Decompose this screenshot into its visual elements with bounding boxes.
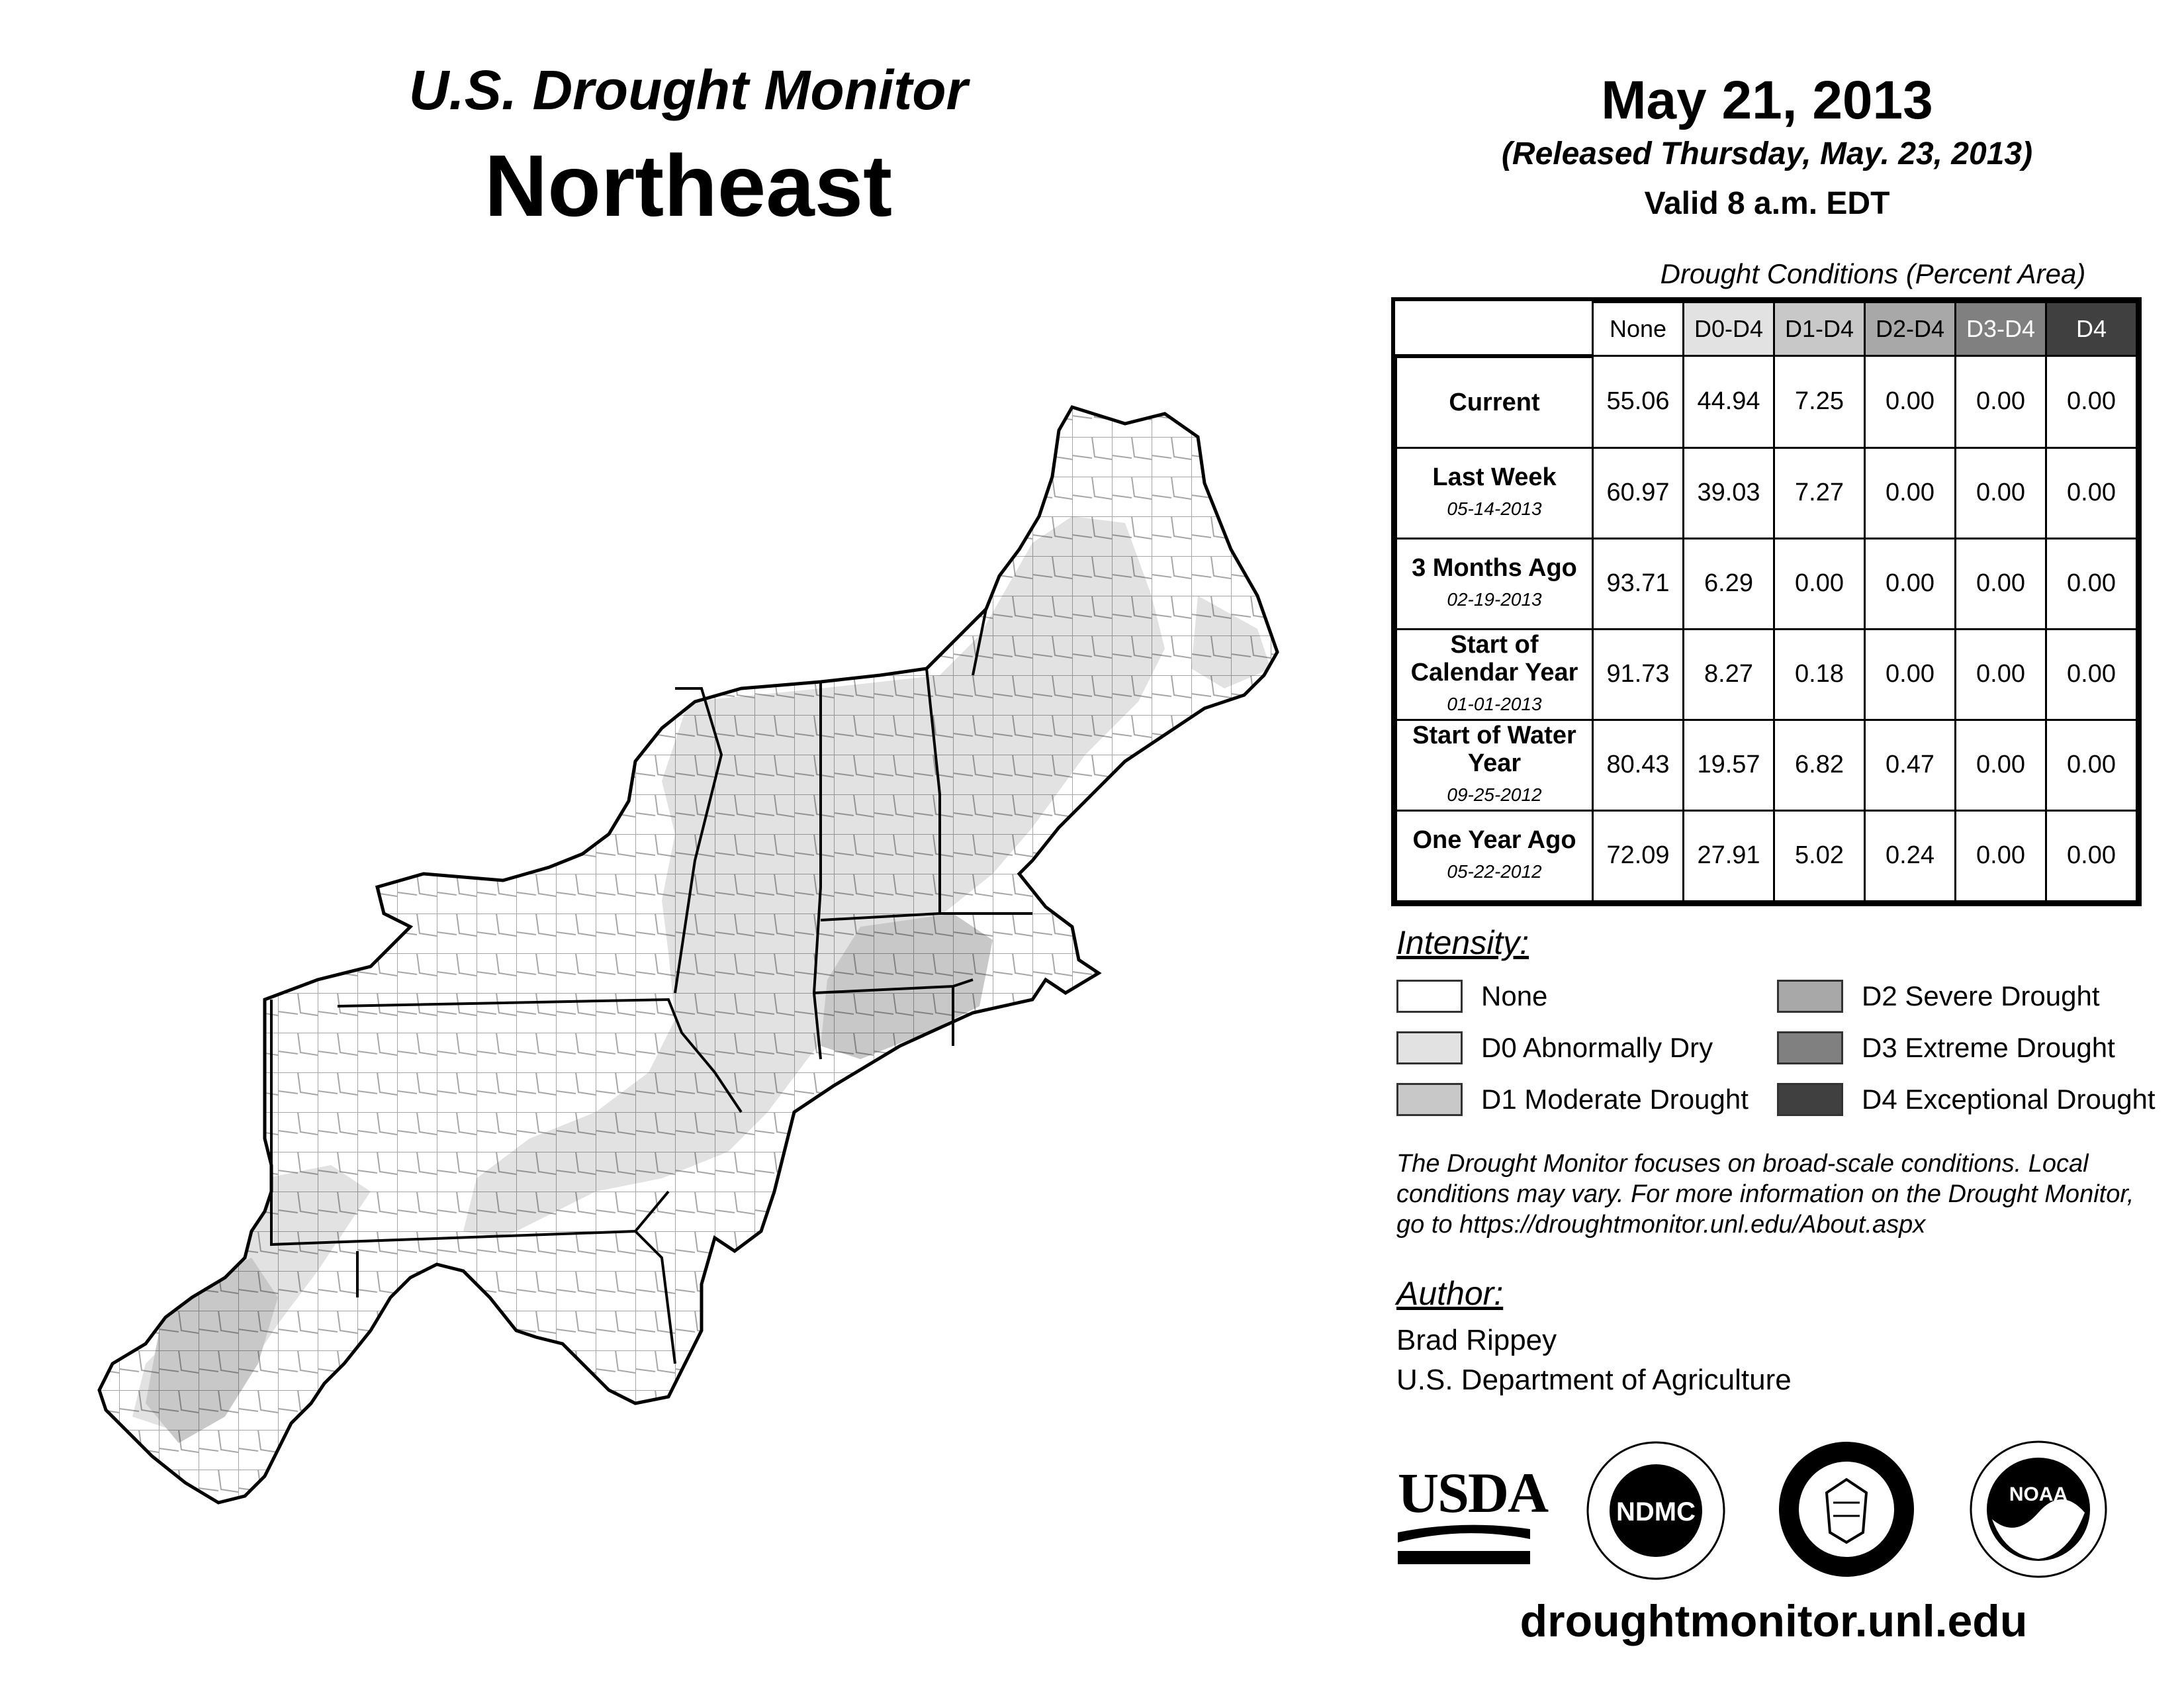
- legend-label: None: [1481, 980, 1548, 1011]
- table-cell: 0.47: [1865, 720, 1956, 810]
- drought-conditions-table: [1395, 301, 2138, 902]
- region-title: Northeast: [484, 137, 893, 234]
- table-cell: 0.00: [1956, 629, 2046, 720]
- table-cell: 0.18: [1774, 629, 1865, 720]
- legend-label: D2 Severe Drought: [1862, 980, 2100, 1011]
- table-cell: 0.00: [1956, 447, 2046, 538]
- legend-label: D4 Exceptional Drought: [1862, 1084, 2156, 1115]
- legend-swatch: [1777, 1031, 1843, 1064]
- noaa-logo: [1969, 1440, 2108, 1579]
- table-cell: 0.00: [1956, 356, 2046, 448]
- ndmc-logo: [1585, 1440, 1727, 1582]
- usda-swoosh-icon: [1398, 1519, 1530, 1566]
- northeast-drought-map: [93, 397, 1310, 1536]
- table-cell: 0.00: [1956, 538, 2046, 629]
- table-cell: 6.82: [1774, 720, 1865, 810]
- table-cell: 0.24: [1865, 810, 1956, 901]
- row-label: One Year Ago 05-22-2012: [1396, 810, 1593, 901]
- table-cell: 0.00: [1956, 720, 2046, 810]
- table-caption: Drought Conditions (Percent Area): [1660, 258, 2086, 289]
- col-header: D3-D4: [1956, 303, 2046, 356]
- doc-seal-logo: [1777, 1440, 1916, 1579]
- author-heading: Author:: [1396, 1275, 1504, 1312]
- website-url[interactable]: droughtmonitor.unl.edu: [1520, 1596, 2028, 1646]
- legend-swatch: [1396, 1031, 1463, 1064]
- col-header: None: [1593, 303, 1684, 356]
- table-cell: 60.97: [1593, 447, 1684, 538]
- row-label: Current: [1396, 356, 1593, 448]
- row-label: Start of Calendar Year 01-01-2013: [1396, 629, 1593, 720]
- svg-text:NOAA: NOAA: [2009, 1483, 2068, 1505]
- table-row: [1396, 629, 2137, 720]
- legend-swatch: [1777, 1083, 1843, 1116]
- table-cell: 72.09: [1593, 810, 1684, 901]
- table-cell: 0.00: [2046, 356, 2137, 448]
- table-cell: 19.57: [1684, 720, 1774, 810]
- table-cell: 7.25: [1774, 356, 1865, 448]
- map-date: May 21, 2013: [1601, 70, 1933, 130]
- col-header: D1-D4: [1774, 303, 1865, 356]
- release-date: (Released Thursday, May. 23, 2013): [1501, 136, 2033, 171]
- col-header: D4: [2046, 303, 2137, 356]
- table-cell: 7.27: [1774, 447, 1865, 538]
- svg-text:NDMC: NDMC: [1616, 1497, 1696, 1526]
- col-header: D0-D4: [1684, 303, 1774, 356]
- table-cell: 8.27: [1684, 629, 1774, 720]
- table-cell: 39.03: [1684, 447, 1774, 538]
- table-cell: 0.00: [2046, 629, 2137, 720]
- table-cell: 0.00: [1956, 810, 2046, 901]
- row-label: 3 Months Ago 02-19-2013: [1396, 538, 1593, 629]
- table-cell: 0.00: [2046, 720, 2137, 810]
- table-cell: 6.29: [1684, 538, 1774, 629]
- author-org: U.S. Department of Agriculture: [1396, 1364, 1792, 1396]
- legend-swatch: [1396, 980, 1463, 1013]
- table-cell: 0.00: [1865, 629, 1956, 720]
- legend-heading: Intensity:: [1396, 924, 1529, 961]
- col-header: D2-D4: [1865, 303, 1956, 356]
- valid-time: Valid 8 a.m. EDT: [1644, 186, 1890, 221]
- disclaimer-note: The Drought Monitor focuses on broad-scale conditions. Local conditions may vary. For more information on the Drought Monitor, go to https://droughtmonitor.unl.edu/About.aspx: [1396, 1150, 2134, 1239]
- row-label: Last Week 05-14-2013: [1396, 447, 1593, 538]
- table-cell: 0.00: [1865, 447, 1956, 538]
- legend-label: D3 Extreme Drought: [1862, 1032, 2115, 1063]
- table-cell: 0.00: [2046, 538, 2137, 629]
- table-row: [1396, 538, 2137, 629]
- table-cell: 0.00: [2046, 447, 2137, 538]
- table-cell: 0.00: [1865, 356, 1956, 448]
- row-label: Start of Water Year 09-25-2012: [1396, 720, 1593, 810]
- table-row: [1396, 447, 2137, 538]
- table-cell: 27.91: [1684, 810, 1774, 901]
- table-cell: 0.00: [2046, 810, 2137, 901]
- table-cell: 93.71: [1593, 538, 1684, 629]
- author-name: Brad Rippey: [1396, 1324, 1557, 1356]
- legend-label: D1 Moderate Drought: [1481, 1084, 1749, 1115]
- table-cell: 44.94: [1684, 356, 1774, 448]
- table-row: [1396, 810, 2137, 901]
- table-corner: [1396, 303, 1593, 356]
- table-row: [1396, 356, 2137, 448]
- table-cell: 0.00: [1774, 538, 1865, 629]
- legend-label: D0 Abnormally Dry: [1481, 1032, 1713, 1063]
- table-cell: 5.02: [1774, 810, 1865, 901]
- table-cell: 55.06: [1593, 356, 1684, 448]
- usda-logo: USDA: [1398, 1466, 1547, 1569]
- legend-swatch: [1777, 980, 1843, 1013]
- program-title: U.S. Drought Monitor: [408, 59, 968, 121]
- table-cell: 80.43: [1593, 720, 1684, 810]
- table-row: [1396, 720, 2137, 810]
- table-cell: 91.73: [1593, 629, 1684, 720]
- legend-swatch: [1396, 1083, 1463, 1116]
- table-cell: 0.00: [1865, 538, 1956, 629]
